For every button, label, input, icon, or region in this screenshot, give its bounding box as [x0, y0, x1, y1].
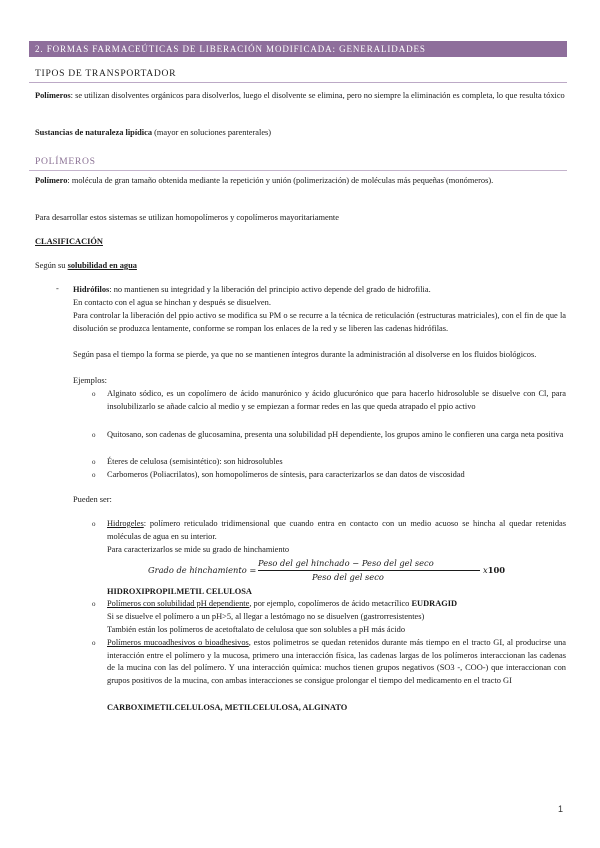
- classification-title-text: CLASIFICACIÓN: [35, 237, 103, 246]
- hydrogels-item: [107, 518, 566, 543]
- paragraph-lipid-carrier: [35, 127, 566, 140]
- mucoadhesive-text: , estos polimetros se quedan retenidos durante más tiempo en el tracto GI, al producirse una interacción entre el polímero y la mucosa, primero una interacción física, las cadenas largas de los polímeros interaccionan las cadenas de la mucina con las del polímero. Y una interacción química: muchos tienen grupos negativos (SO3 -, COO-) que interaccionan con grupos positivos de la mucina, con ambas interacciones se consigue prolongar el tiempo del medicamento en el tracto GI: [107, 638, 566, 686]
- term-hydrophilic: Hidrófilos: [73, 285, 110, 294]
- classification-intro-prefix: Según su: [35, 261, 68, 270]
- example-item-cellulose-ethers: Éteres de celulosa (semisintético): son hidrosolubles: [107, 457, 283, 466]
- bullet-marker: o: [92, 458, 96, 466]
- hydrophilic-line-4: Según pasa el tiempo la forma se pierde, ya que no se mantienen íntegros durante la administración al disolverse en los fluidos biológicos.: [73, 350, 537, 359]
- paragraph-polymers-carrier: [35, 90, 566, 103]
- examples-label: Ejemplos:: [73, 376, 107, 385]
- text-lipid-carrier: (mayor en soluciones parenterales): [152, 128, 272, 137]
- text-polymers-carrier: : se utilizan disolventes orgánicos para disolverlos, luego el disolvente se elimina, pero no siempre la eliminación es completa, lo que resulta tóxico: [70, 91, 565, 100]
- term-lipid: Sustancias de naturaleza lipídica: [35, 128, 153, 137]
- bullet-marker: o: [92, 520, 96, 528]
- term-polymers: Polímeros: [35, 91, 71, 100]
- section-heading-polymers: POLÍMEROS: [29, 156, 567, 171]
- classification-title: [35, 236, 566, 249]
- hydrophilic-line-2: En contacto con el agua se hinchan y después se disuelven.: [73, 298, 271, 307]
- chapter-banner: 2. FORMAS FARMACEÚTICAS DE LIBERACIÓN MODIFICADA: GENERALIDADES: [29, 41, 567, 57]
- section-heading-transport: TIPOS DE TRANSPORTADOR: [29, 68, 567, 83]
- bullet-marker: o: [92, 600, 96, 608]
- formula-factor: 100: [487, 565, 506, 575]
- hydrogels-characterization: Para caracterizarlos se mide su grado de hinchamiento: [107, 545, 290, 554]
- term-polymer: Polímero: [35, 176, 68, 185]
- hydrogels-example-text: HIDROXIPROPILMETIL CELULOSA: [107, 587, 252, 596]
- swelling-formula: [148, 558, 528, 584]
- example-item-alginate: Alginato sódico, es un copolímero de ácido manurónico y ácido glucurónico que para hacerlo hidrosoluble se disuelve con Cl, para insolubilizarlo se añade calcio al medio y se empiezan a formar redes en las que queda atrapado el ppio activo: [107, 389, 566, 411]
- ph-polymers-example: EUDRAGID: [411, 599, 458, 608]
- mucoadhesive-item: [107, 637, 566, 688]
- paragraph-systems: Para desarrollar estos sistemas se utilizan homopolímeros y copolímeros mayoritariamente: [35, 213, 339, 222]
- bullet-marker: o: [92, 639, 96, 647]
- hydrogels-example: [107, 586, 566, 599]
- formula-numerator: Peso del gel hinchado − Peso del gel seco: [258, 558, 434, 568]
- paragraph-polymer-definition: [35, 175, 566, 188]
- hydrophilic-intro: [73, 284, 566, 297]
- example-item-chitosan: Quitosano, son cadenas de glucosamina, presenta una solubilidad pH dependiente, los grupos amino le confieren una carga neta positiva: [107, 430, 564, 439]
- page-number: 1: [558, 804, 564, 814]
- hydrogels-text: : polímero reticulado tridimensional que cuando entra en contacto con un medio acuoso se hincha al quedar retenidas moléculas de agua en su interior.: [107, 519, 566, 541]
- ph-polymers-line-2: Si se disuelve el polímero a un pH>5, al llegar a lestómago no se disuelven (gastrorresistentes): [107, 612, 425, 621]
- formula-multiplier: [483, 565, 505, 575]
- mucoadhesive-examples-text: CARBOXIMETILCELULOSA, METILCELULOSA, ALGINATO: [107, 703, 348, 712]
- mucoadhesive-examples: [107, 702, 566, 715]
- list-dash: -: [56, 284, 59, 293]
- example-item-carbomers: Carbomeros (Poliacrilatos), son homopolímeros de síntesis, para caracterizarlos se dan datos de viscosidad: [107, 470, 465, 479]
- hydrophilic-line-3: Para controlar la liberación del ppio activo se modifica su PM o se recurre a la técnica de reticulación (estructuras matriciales), con el fin de que la disolución se produzca lentamente, conforme se rompan los enlaces de la red y se liberen las cadenas hidrófilas.: [73, 311, 566, 333]
- term-hydrogels: Hidrogeles: [107, 519, 144, 528]
- classification-intro: [35, 260, 566, 273]
- bullet-marker: o: [92, 390, 96, 398]
- ph-polymers-item: [107, 598, 566, 611]
- formula-fraction-bar: [258, 570, 480, 571]
- formula-x: x: [483, 565, 488, 575]
- ph-polymers-text: , por ejemplo, copolímeros de ácido metacrílico: [249, 599, 412, 608]
- term-mucoadhesive: Polímeros mucoadhesivos o bioadhesivos: [107, 638, 249, 647]
- formula-denominator: Peso del gel seco: [312, 572, 384, 582]
- ph-polymers-line-3: También están los polímeros de acetoftalato de celulosa que son solubles a pH más ácido: [107, 625, 406, 634]
- bullet-marker: o: [92, 431, 96, 439]
- text-polymer-definition: : molécula de gran tamaño obtenida mediante la repetición y unión (polimerización) de moléculas más pequeñas (monómeros).: [67, 176, 494, 185]
- bullet-marker: o: [92, 471, 96, 479]
- formula-lhs: Grado de hinchamiento =: [148, 565, 257, 575]
- term-ph-polymers: Polímeros con solubilidad pH dependiente: [107, 599, 250, 608]
- hydrophilic-intro-text: : no mantienen su integridad y la liberación del principio activo depende del grado de hidrofilia.: [109, 285, 431, 294]
- can-be-label: Pueden ser:: [73, 495, 112, 504]
- term-water-solubility: solubilidad en agua: [67, 261, 137, 270]
